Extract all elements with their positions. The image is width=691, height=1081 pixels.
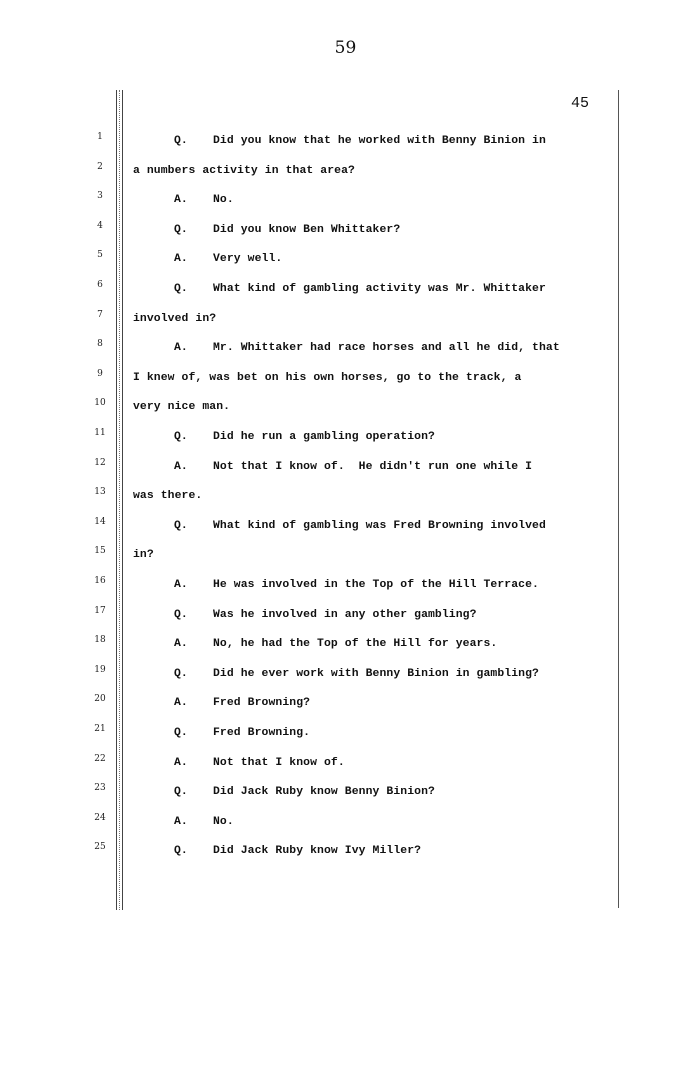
line-text: Did he run a gambling operation?	[213, 431, 435, 443]
line-number: 10	[94, 398, 106, 409]
speaker-label: Q.	[174, 667, 188, 680]
transcript-line	[174, 579, 539, 591]
transcript-line	[174, 757, 345, 769]
line-text: What kind of gambling was Fred Browning involved	[213, 519, 546, 532]
line-number: 19	[94, 664, 106, 675]
speaker-label: A.	[174, 638, 188, 651]
transcript-line	[174, 431, 435, 443]
transcript-line	[133, 372, 521, 384]
transcript-line	[174, 697, 310, 709]
line-text: What kind of gambling activity was Mr. Whittaker	[213, 283, 546, 295]
speaker-label: A.	[174, 697, 188, 710]
line-text: Was he involved in any other gambling?	[213, 608, 477, 621]
line-number: 20	[94, 694, 106, 705]
line-number: 18	[94, 635, 106, 646]
speaker-label: Q.	[174, 608, 188, 621]
line-number: 15	[94, 546, 106, 557]
left-margin-rule	[119, 90, 120, 910]
line-number: 1	[97, 132, 103, 142]
line-text: was there.	[133, 490, 203, 503]
line-number: 8	[97, 339, 103, 350]
speaker-label: Q.	[174, 845, 188, 858]
line-text: Did Jack Ruby know Ivy Miller?	[213, 845, 422, 858]
line-number: 4	[97, 220, 103, 231]
line-number: 16	[94, 576, 106, 586]
speaker-label: Q.	[174, 519, 188, 532]
speaker-label: Q.	[174, 786, 188, 799]
line-text: very nice man.	[133, 401, 231, 414]
transcript-line	[174, 253, 282, 265]
line-text: Did you know that he worked with Benny Binion in	[213, 135, 546, 147]
speaker-label: A.	[174, 253, 188, 266]
line-text: in?	[133, 549, 154, 562]
line-text: Not that I know of. He didn't run one while I	[213, 460, 533, 473]
line-number: 7	[97, 309, 103, 320]
line-text: I knew of, was bet on his own horses, go to the track, a	[133, 371, 522, 384]
line-number: 25	[94, 842, 106, 853]
speaker-label: A.	[174, 579, 188, 591]
transcript-line	[174, 727, 310, 739]
speaker-label: A.	[174, 460, 188, 473]
line-text: a numbers activity in that area?	[133, 164, 355, 177]
line-text: Did he ever work with Benny Binion in gambling?	[213, 667, 539, 680]
right-margin-rule	[618, 90, 619, 908]
line-text: He was involved in the Top of the Hill Terrace.	[213, 579, 539, 591]
transcript-page-number: 45	[571, 95, 590, 112]
line-text: Did you know Ben Whittaker?	[213, 223, 401, 236]
transcript-line	[174, 461, 532, 473]
transcript-line	[174, 224, 400, 236]
transcript-line	[174, 638, 497, 650]
line-text: Not that I know of.	[213, 756, 345, 769]
speaker-label: A.	[174, 756, 188, 769]
speaker-label: Q.	[174, 431, 188, 443]
line-text: No.	[213, 815, 234, 828]
line-number: 5	[97, 250, 103, 261]
line-text: Very well.	[213, 253, 283, 266]
line-number: 17	[94, 605, 106, 616]
line-number: 11	[94, 428, 106, 438]
transcript-line	[174, 786, 435, 798]
line-number: 22	[94, 753, 106, 764]
line-number: 6	[97, 280, 103, 290]
speaker-label: Q.	[174, 223, 188, 236]
speaker-label: Q.	[174, 135, 188, 147]
transcript-line	[174, 816, 234, 828]
transcript-line	[133, 313, 216, 325]
speaker-label: A.	[174, 194, 188, 207]
transcript-line	[133, 401, 230, 413]
transcript-line	[174, 194, 234, 206]
line-number: 21	[94, 724, 106, 734]
line-text: Fred Browning.	[213, 727, 311, 739]
transcript-line	[174, 520, 546, 532]
line-text: No.	[213, 194, 234, 207]
line-number: 9	[97, 368, 103, 379]
line-text: involved in?	[133, 312, 217, 325]
speaker-label: Q.	[174, 727, 188, 739]
line-number: 14	[94, 516, 106, 527]
line-number: 13	[94, 487, 106, 498]
transcript-line	[174, 668, 539, 680]
transcript-line	[133, 165, 355, 177]
speaker-label: Q.	[174, 283, 188, 295]
speaker-label: A.	[174, 342, 188, 355]
left-margin-rule	[122, 90, 123, 910]
transcript-line	[174, 845, 421, 857]
transcript-line	[174, 135, 546, 147]
line-text: Fred Browning?	[213, 697, 311, 710]
transcript-line	[133, 490, 202, 502]
line-number: 12	[94, 457, 106, 468]
line-text: No, he had the Top of the Hill for years.	[213, 638, 498, 651]
page-number: 59	[334, 38, 357, 58]
transcript-line	[174, 609, 477, 621]
line-text: Mr. Whittaker had race horses and all he did, that	[213, 342, 560, 355]
transcript-line	[133, 549, 154, 561]
line-text: Did Jack Ruby know Benny Binion?	[213, 786, 435, 799]
line-number: 24	[94, 812, 106, 823]
transcript-line	[174, 283, 546, 295]
left-margin-rule	[116, 90, 117, 910]
line-number: 3	[97, 191, 103, 202]
speaker-label: A.	[174, 815, 188, 828]
line-number: 23	[94, 783, 106, 794]
line-number: 2	[97, 161, 103, 172]
transcript-line	[174, 342, 560, 354]
